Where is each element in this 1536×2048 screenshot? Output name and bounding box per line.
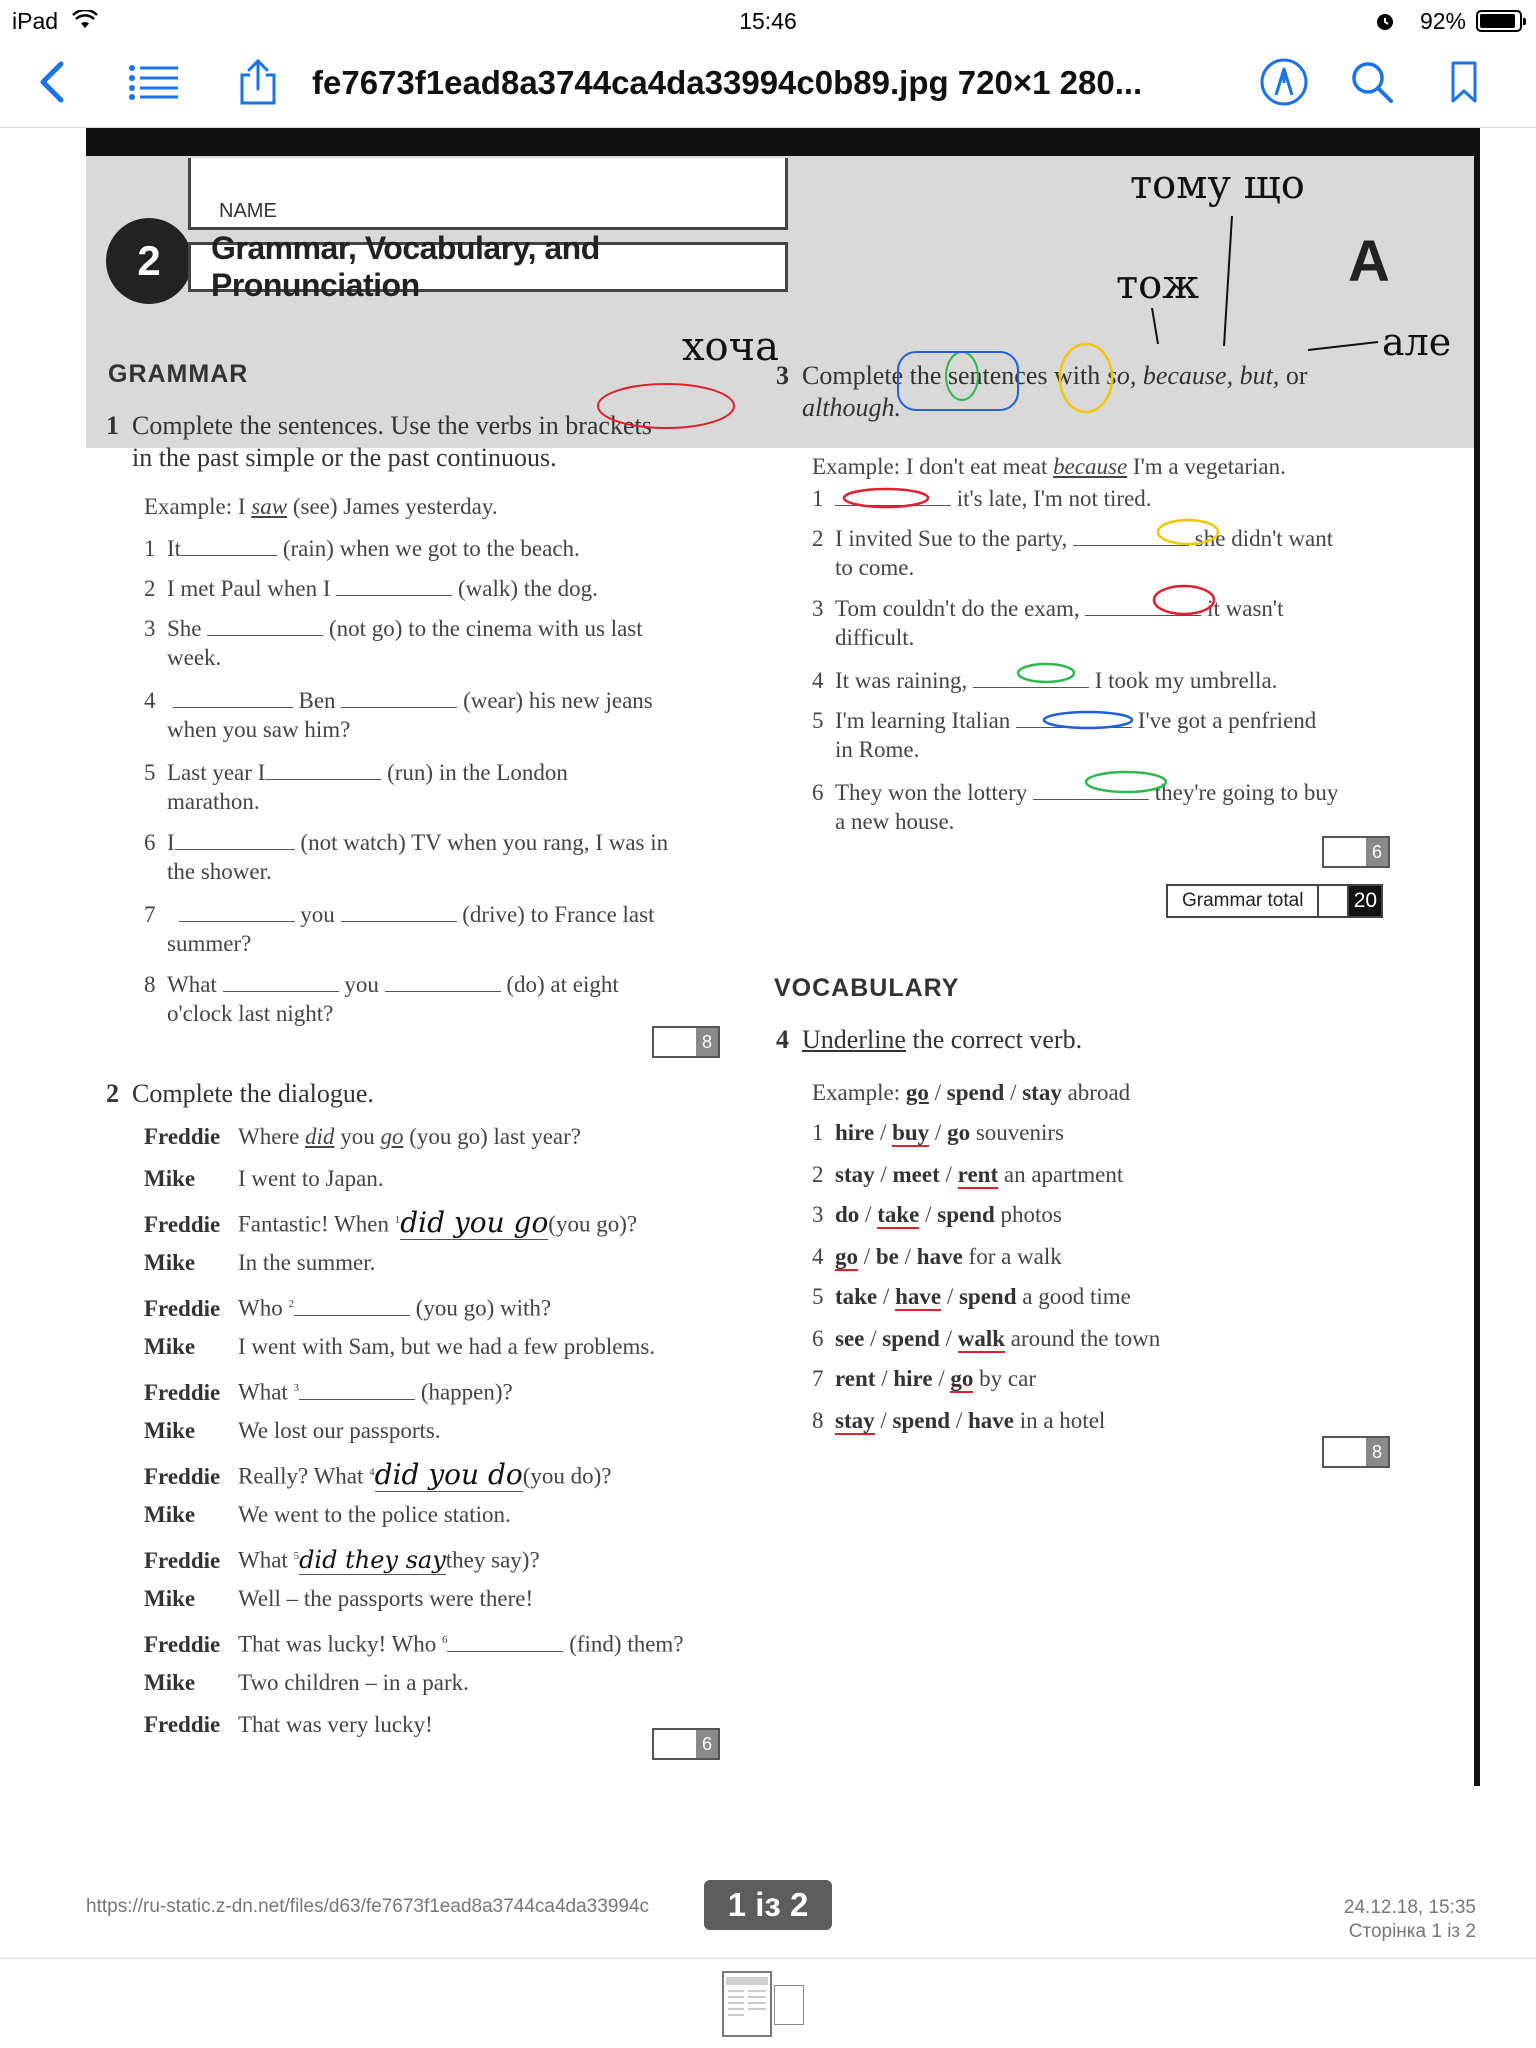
annotation-tozh: тож <box>1116 262 1200 308</box>
item-text: (drive) to France last <box>462 902 655 927</box>
option[interactable]: go <box>947 1120 971 1145</box>
line-text: I went to Japan. <box>238 1166 384 1191</box>
line-text: We went to the police station. <box>238 1502 511 1527</box>
item-text: week. <box>167 645 222 670</box>
line-text: Who <box>238 1295 289 1321</box>
speaker: Mike <box>144 1250 196 1275</box>
item-number: 2 <box>812 1162 824 1187</box>
speaker: Mike <box>144 1586 196 1611</box>
battery-icon <box>1476 10 1522 32</box>
option[interactable]: take <box>877 1202 920 1227</box>
item-text: abroad <box>1061 1080 1131 1105</box>
option[interactable]: meet <box>892 1162 940 1187</box>
item-number: 5 <box>812 1284 824 1309</box>
search-icon <box>1350 60 1394 104</box>
item-text: you <box>344 972 379 997</box>
grammar-heading: GRAMMAR <box>108 360 249 388</box>
line-text: you <box>334 1124 381 1149</box>
list-button[interactable] <box>124 52 184 112</box>
item-number: 7 <box>144 902 156 927</box>
option[interactable]: take <box>835 1284 878 1309</box>
item-number: 4 <box>812 668 824 693</box>
line-text: Well – the passports were there! <box>238 1586 534 1611</box>
speaker: Freddie <box>144 1211 221 1237</box>
speaker: Freddie <box>144 1463 221 1489</box>
item-text: difficult. <box>835 625 915 650</box>
level-letter: A <box>1348 229 1390 294</box>
ex4-item-2: 2 stay / meet / rent an apartment <box>812 1162 1124 1187</box>
score-input[interactable] <box>1324 1438 1366 1466</box>
item-text: It <box>167 536 182 561</box>
ex4-item-7: 7 rent / hire / go by car <box>812 1366 1036 1391</box>
list-icon <box>128 64 180 100</box>
option[interactable]: spend <box>892 1408 951 1433</box>
document-title: fe7673f1ead8a3744ca4da33994c0b89.jpg 720×1 280... <box>312 64 1143 101</box>
item-number: 8 <box>812 1408 824 1433</box>
ex3-example-answer: because <box>1053 454 1128 479</box>
markup-pen-icon <box>1259 57 1309 107</box>
item-text: (do) at eight <box>506 972 619 997</box>
gap-number: 3 <box>293 1382 300 1394</box>
line-text: Where <box>238 1124 306 1149</box>
ex4-instruction-underline: Underline <box>802 1025 906 1054</box>
item-text: an apartment <box>998 1162 1124 1187</box>
status-time: 15:46 <box>739 8 797 34</box>
option[interactable]: have <box>967 1408 1014 1433</box>
speaker: Freddie <box>144 1712 221 1737</box>
score-max: 8 <box>696 1028 718 1056</box>
line-text: Two children – in a park. <box>238 1670 469 1695</box>
option[interactable]: stay <box>835 1408 875 1433</box>
item-text: I took my umbrella. <box>1094 668 1278 693</box>
ex4-item-4: 4 go / be / have for a walk <box>812 1244 1062 1269</box>
gap-number: 2 <box>288 1298 294 1310</box>
score-max: 6 <box>1366 838 1388 866</box>
option[interactable]: spend <box>882 1326 940 1351</box>
option[interactable]: see <box>835 1326 865 1351</box>
device-name: iPad <box>12 8 59 34</box>
line-text: (you go) last year? <box>403 1124 581 1149</box>
ex1-example-post: (see) James yesterday. <box>287 494 498 519</box>
line-text: (you do)? <box>522 1463 612 1489</box>
option[interactable]: stay <box>835 1162 875 1187</box>
thumbnail-preview-icon <box>724 1973 770 2035</box>
grammar-total-input[interactable] <box>1319 886 1349 916</box>
thumbnail-strip <box>0 1958 1536 2048</box>
handwritten-answer[interactable]: did you go <box>400 1205 549 1239</box>
option[interactable]: have <box>916 1244 963 1269</box>
ex3-number: 3 <box>776 361 789 390</box>
gap-number: 4 <box>369 1466 375 1478</box>
ex2-instruction-text: Complete the dialogue. <box>132 1079 374 1108</box>
speaker: Freddie <box>144 1547 221 1573</box>
item-number: 6 <box>144 830 156 855</box>
search-button[interactable] <box>1342 52 1402 112</box>
speaker: Freddie <box>144 1379 221 1405</box>
item-text: a good time <box>1016 1284 1131 1309</box>
item-text: I <box>167 830 175 855</box>
score-input[interactable] <box>1324 838 1366 866</box>
bookmark-button[interactable] <box>1434 52 1494 112</box>
option[interactable]: be <box>875 1244 899 1269</box>
item-number: 1 <box>812 486 824 511</box>
item-text: souvenirs <box>970 1120 1064 1145</box>
item-number: 4 <box>812 1244 824 1269</box>
score-max: 8 <box>1366 1438 1388 1466</box>
ex4-score-box <box>1322 1436 1390 1468</box>
ex4-instruction-text: the correct verb. <box>905 1025 1083 1054</box>
item-text: the shower. <box>167 859 272 884</box>
ex4-number: 4 <box>776 1025 789 1054</box>
item-number: 5 <box>144 760 156 785</box>
line-text: (you go) with? <box>415 1295 552 1321</box>
page-count: Сторінка 1 із 2 <box>1348 1921 1476 1942</box>
item-text: it's late, I'm not tired. <box>956 486 1152 511</box>
share-icon <box>238 59 278 105</box>
option[interactable]: go <box>835 1244 858 1269</box>
option[interactable]: have <box>895 1284 942 1309</box>
ex3-example-post: I'm a vegetarian. <box>1127 454 1286 479</box>
item-number: 1 <box>812 1120 824 1145</box>
handwritten-answer[interactable]: did you do <box>374 1457 523 1491</box>
item-text: it wasn't <box>1207 596 1284 621</box>
ex1-instruction-line2: in the past simple or the past continuous. <box>132 443 557 472</box>
grammar-total-value: 20 <box>1349 886 1381 916</box>
item-text: (not go) to the cinema with us last <box>329 616 643 641</box>
print-info <box>1344 1896 1476 1944</box>
item-text: I met Paul when I <box>167 576 331 601</box>
item-text: They won the lottery <box>835 780 1028 805</box>
score-max: 6 <box>696 1730 718 1758</box>
handwritten-answer[interactable]: did they say <box>299 1545 446 1574</box>
item-number: 2 <box>144 576 156 601</box>
item-text: (rain) when we got to the beach. <box>282 536 580 561</box>
page-thumbnail-2[interactable] <box>774 1985 804 2025</box>
gap-number: 1 <box>394 1214 401 1226</box>
share-button[interactable] <box>228 52 288 112</box>
item-number: 6 <box>812 1326 824 1351</box>
grammar-total-label: Grammar total <box>1168 886 1319 916</box>
speaker: Freddie <box>144 1295 221 1321</box>
line-text: Fantastic! When <box>238 1211 395 1237</box>
item-text: (walk) the dog. <box>458 576 598 601</box>
line-text: they say)? <box>445 1547 540 1573</box>
item-text: I've got a penfriend <box>1137 708 1317 733</box>
scribble-marks <box>86 128 1480 1788</box>
annotation-khocha: хоча <box>682 324 779 370</box>
line-text: That was very lucky! <box>238 1712 433 1737</box>
word-although: although. <box>802 393 901 422</box>
item-text: o'clock last night? <box>167 1001 334 1026</box>
ex4-instruction <box>776 1024 1082 1056</box>
line-text: (you go)? <box>548 1211 638 1237</box>
item-text: Ben <box>298 688 336 713</box>
item-number: 3 <box>812 596 824 621</box>
speaker: Mike <box>144 1334 196 1359</box>
ex1-example-pre: Example: I <box>144 494 252 519</box>
ex1-number: 1 <box>106 411 119 440</box>
word-but: but, <box>1239 361 1280 390</box>
item-number: 5 <box>812 708 824 733</box>
line-text: What <box>238 1547 294 1573</box>
item-text: What <box>167 972 217 997</box>
bookmark-icon <box>1449 60 1479 104</box>
line-text: Really? What <box>238 1463 370 1489</box>
example-answer: did <box>305 1124 335 1149</box>
item-text: when you saw him? <box>167 717 351 742</box>
ex3-score-box <box>1322 836 1390 868</box>
ex4-item-5: 5 take / have / spend a good time <box>812 1284 1131 1309</box>
back-chevron-icon <box>37 60 67 104</box>
option[interactable]: hire <box>835 1120 875 1145</box>
option[interactable]: do <box>835 1202 860 1227</box>
ex1-instruction-line1: Complete the sentences. Use the verbs in brackets <box>132 411 652 440</box>
name-label: NAME <box>219 200 277 222</box>
viewer-toolbar <box>0 42 1536 128</box>
item-text: to come. <box>835 555 915 580</box>
back-button[interactable] <box>22 52 82 112</box>
word-because: because, <box>1142 361 1234 390</box>
example-answer: go <box>380 1124 404 1149</box>
item-text: by car <box>973 1366 1036 1391</box>
item-text: Tom couldn't do the exam, <box>835 596 1080 621</box>
item-text: she didn't want <box>1194 526 1334 551</box>
item-number: 3 <box>812 1202 824 1227</box>
speaker: Mike <box>144 1502 196 1527</box>
item-number: 7 <box>812 1366 824 1391</box>
item-number: 4 <box>144 688 156 713</box>
option[interactable]: rent <box>835 1366 876 1391</box>
item-text: they're going to buy <box>1154 780 1339 805</box>
alarm-icon <box>1374 10 1396 32</box>
line-text: (find) them? <box>569 1631 684 1657</box>
battery-percent: 92% <box>1419 8 1466 34</box>
item-number: 2 <box>812 526 824 551</box>
item-text: for a walk <box>962 1244 1062 1269</box>
option: spend <box>946 1080 1005 1105</box>
option[interactable]: rent <box>957 1162 999 1187</box>
source-url: https://ru-static.z-dn.net/files/d63/fe7673f1ead8a3744ca4da33994c <box>86 1896 650 1917</box>
line-text: What <box>238 1379 294 1405</box>
line-text: (happen)? <box>420 1379 513 1405</box>
item-text: I invited Sue to the party, <box>835 526 1068 551</box>
option[interactable]: hire <box>893 1366 933 1391</box>
ex2-number: 2 <box>106 1079 119 1108</box>
speaker: Freddie <box>144 1631 221 1657</box>
page-indicator: 1 із 2 <box>704 1880 832 1930</box>
item-text: It was raining, <box>835 668 968 693</box>
grammar-total-box <box>1166 884 1383 918</box>
annotation-ale: але <box>1382 320 1452 364</box>
ex4-example: Example: go / spend / stay abroad <box>812 1080 1131 1105</box>
item-text: marathon. <box>167 789 260 814</box>
annotation-tomu-shcho: тому що <box>1130 162 1305 208</box>
item-text: in Rome. <box>835 737 920 762</box>
ex3-example-pre: Example: I don't eat meat <box>812 454 1054 479</box>
gap-number: 6 <box>441 1634 448 1646</box>
speaker: Mike <box>144 1670 196 1695</box>
line-text: In the summer. <box>238 1250 376 1275</box>
line-text: I went with Sam, but we had a few problems. <box>238 1334 656 1359</box>
option[interactable]: go <box>950 1366 974 1391</box>
item-text: I'm learning Italian <box>835 708 1011 733</box>
item-number: 3 <box>144 616 156 641</box>
word-so: so, <box>1106 361 1137 390</box>
item-text: She <box>167 616 202 641</box>
item-text: you <box>300 902 335 927</box>
ex4-item-8: 8 stay / spend / have in a hotel <box>812 1408 1106 1433</box>
item-text: summer? <box>167 931 252 956</box>
item-text: a new house. <box>835 809 955 834</box>
unit-title: Grammar, Vocabulary, and Pronunciation <box>188 242 788 292</box>
option[interactable]: spend <box>937 1202 995 1227</box>
item-text: around the town <box>1005 1326 1161 1351</box>
item-number: 1 <box>144 536 156 561</box>
line-text: We lost our passports. <box>238 1418 441 1443</box>
item-text: photos <box>994 1202 1062 1227</box>
vocabulary-heading: VOCABULARY <box>774 974 960 1002</box>
speaker: Mike <box>144 1166 196 1191</box>
ex4-item-1: 1 hire / buy / go souvenirs <box>812 1120 1064 1145</box>
item-text: (not watch) TV when you rang, I was in <box>300 830 669 855</box>
battery-fill <box>1480 14 1515 28</box>
ex4-item-6: 6 see / spend / walk around the town <box>812 1326 1161 1351</box>
ex1-example-answer: saw <box>251 494 288 519</box>
item-number: 8 <box>144 972 156 997</box>
item-text: (run) in the London <box>387 760 568 785</box>
item-text: in a hotel <box>1013 1408 1106 1433</box>
speaker: Mike <box>144 1418 196 1443</box>
option[interactable]: buy <box>892 1120 930 1145</box>
line-text: That was lucky! Who <box>238 1631 442 1657</box>
markup-button[interactable] <box>1254 52 1314 112</box>
unit-number: 2 <box>106 218 192 304</box>
ex4-example-label: Example: <box>812 1080 906 1105</box>
item-text: (wear) his new jeans <box>463 688 653 713</box>
page-thumbnail-1[interactable] <box>722 1971 772 2037</box>
ex4-item-3: 3 do / take / spend photos <box>812 1202 1062 1227</box>
option[interactable]: spend <box>958 1284 1017 1309</box>
item-number: 6 <box>812 780 824 805</box>
speaker: Freddie <box>144 1124 221 1149</box>
word-or: or <box>1285 361 1308 390</box>
print-date: 24.12.18, 15:35 <box>1343 1897 1476 1918</box>
ex3-instruction-text: Complete the sentences with <box>802 361 1107 390</box>
option: go <box>905 1080 929 1105</box>
item-text: Last year I <box>167 760 266 785</box>
option: stay <box>1022 1080 1062 1105</box>
status-bar <box>0 0 1536 42</box>
option[interactable]: walk <box>957 1326 1005 1351</box>
worksheet-page <box>86 128 1480 1788</box>
gap-number: 5 <box>293 1550 300 1562</box>
